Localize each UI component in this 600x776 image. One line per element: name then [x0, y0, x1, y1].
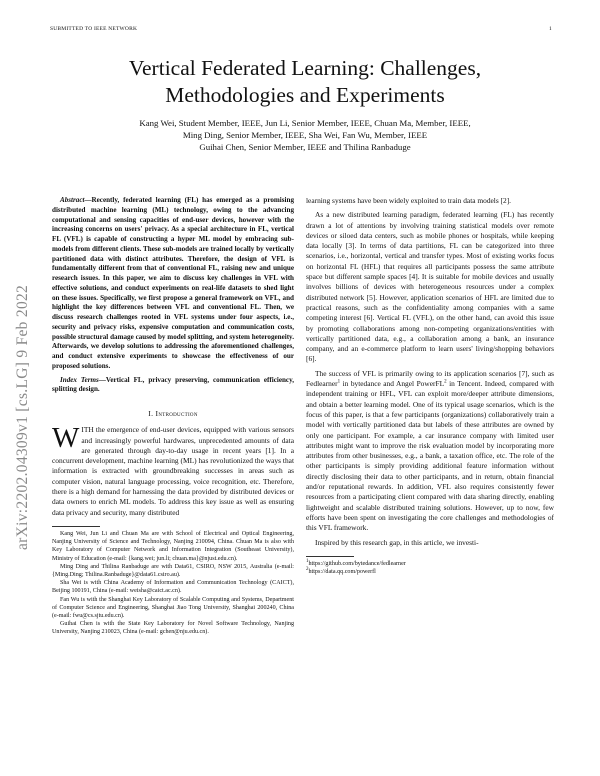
- abstract-label: Abstract: [60, 196, 85, 204]
- author-list: [60, 117, 550, 153]
- abstract: [52, 196, 294, 372]
- authors-line-2: Ming Ding, Senior Member, IEEE, Sha Wei, Fan Wu, Member, IEEE: [182, 130, 428, 140]
- footnote-rule: [306, 556, 354, 557]
- footnote-link[interactable]: https://github.com/bytedance/fedlearner: [308, 560, 406, 567]
- footnote-number: 2: [306, 567, 309, 573]
- index-terms-label: Index Terms: [60, 375, 99, 384]
- body-paragraph: [306, 369, 554, 534]
- footnote-mark: 1: [337, 379, 341, 385]
- affiliation-footnote: Kang Wei, Jun Li and Chuan Ma are with School of Electrical and Optical Engineering, Nanjing University of Science and Technology, Nanjing 210094, China. Chuan Ma is also with Key Laboratory of Computer Network and Information Integration (Southeast University), Ministry of Education (e-mail: {kang.wei; jun.li; chuan.ma}@njust.edu.cn).: [52, 530, 294, 562]
- page-number: 1: [549, 26, 552, 32]
- body-paragraph: learning systems have been widely exploited to train data models [2].: [306, 196, 512, 205]
- index-terms: [52, 376, 294, 396]
- abstract-text: —Recently, federated learning (FL) has emerged as a promising distributed machine learning (ML) technology, owing to the advancing computational and sensing capacities of end-user devices, however with the increasing concerns on users' privacy. As a special architecture in FL, vertical FL (VFL) is capable of constructing a hyper ML model by embracing sub-models from different clients. These sub-models are trained locally by vertically partitioned data with distinct attributes. Therefore, the design of VFL is fundamentally different from that of conventional FL, raising new and unique research issues. In this paper, we aim to discuss key challenges in VFL with effective solutions, and conduct experiments on real-life datasets to shed light on these issues. Specifically, we first propose a general framework on VFL, and highlight the key differences between VFL and conventional FL. Then, we discuss research challenges rooted in VFL systems under four aspects, i.e., security and privacy risks, expensive computation and communication costs, possible structural damage caused by model splitting, and system heterogeneity. Afterwards, we develop solutions to addressing the aforementioned challenges, and conduct extensive experiments to showcase the effectiveness of our proposed solutions.: [52, 196, 294, 370]
- paragraph-segment: The success of VFL is primarily owing to its application scenarios [7], such as Fedlearner: [306, 368, 554, 389]
- paragraph-segment: in Tencent. Indeed, compared with independent training or HFL, VFL can exploit more/deeper attribute dimensions, and obtain a better learning model. One of its typical usage scenarios, which is the focus of this paper, is that a few participants (organizations) collaboratively train a model with vertically partitioned data but labels of these attributes are owned by only one participant. For example, a car insurance company with limited user attributes might want to improve the risk evaluation model by incorporating more attributes from other businesses, e.g., a bank, a taxation office, etc. The role of the other participants is simply providing additional feature information without directly disclosing their data to other participants, and in return, obtain financial and/or reputational rewards. In addition, VFL also requires consistently fewer resources from a participating client compared with data sharing directly, enabling lightweight and scalable distributed training solutions. However, up to now, few efforts have been spent on investigating the core challenges and methodologies of this VFL framework.: [306, 379, 555, 533]
- footnote-link[interactable]: https://data.qq.com/powerfl: [308, 569, 376, 576]
- authors-line-1: Kang Wei, Student Member, IEEE, Jun Li, Senior Member, IEEE, Chuan Ma, Member, IEEE,: [139, 118, 471, 128]
- title-line-2: Methodologies and Experiments: [165, 83, 445, 107]
- affiliation-footnote: Fan Wu is with the Shanghai Key Laboratory of Scalable Computing and Systems, Department of Computer Science and Engineering, Shanghai Jiao Tong University, Shanghai 200240, China (e-mail: fwu@cs.sjtu.edu.cn).: [52, 596, 294, 619]
- paper-title: [60, 55, 550, 109]
- footnote-number: 1: [306, 558, 309, 564]
- right-column: [306, 196, 554, 577]
- affiliation-footnote: Sha Wei is with China Academy of Information and Communication Technology (CAICT), Beijing 100191, China (e-mail: weisha@caict.ac.cn).: [52, 580, 294, 595]
- footnote-rule: [52, 526, 100, 527]
- index-terms-text: —Vertical FL, privacy preserving, communication efficiency, splitting design.: [52, 375, 295, 394]
- url-footnote: [306, 568, 554, 576]
- journal-header: SUBMITTED TO IEEE NETWORK: [50, 26, 138, 32]
- paragraph-segment: in bytedance and Angel PowerFL: [340, 379, 445, 389]
- drop-cap: W: [52, 422, 80, 455]
- intro-paragraph: [52, 422, 294, 518]
- body-paragraph: Inspired by this research gap, in this article, we investi-: [315, 537, 479, 547]
- url-footnote: [306, 560, 554, 568]
- footnote-mark: 2: [444, 379, 447, 385]
- intro-text: ITH the emergence of end-user devices, equipped with various sensors and increasingly powerful hardwares, unprecedented amounts of data are generated through day-to-day usage in recent years [1]. In a concurrent development, machine learning (ML) has revolutionized the ways that information is extracted with groundbreaking successes in areas such as computer vision, natural language processing, voice recognition, etc. Therefore, there is a high demand for harnessing the data provided by distributed devices or data owners to enrich ML models. To address this key issue as well as ensuring data privacy and security, many distributed: [52, 425, 294, 517]
- authors-line-3: Guihai Chen, Senior Member, IEEE and Thilina Ranbaduge: [199, 142, 411, 152]
- section-heading-introduction: I. Introduction: [148, 409, 198, 418]
- title-line-1: Vertical Federated Learning: Challenges,: [128, 56, 482, 80]
- affiliation-footnote: Guihai Chen is with the State Key Laboratory for Novel Software Technology, Nanjing University, Nanjing 210023, China (e-mail: gchen@nju.edu.cn).: [52, 621, 294, 636]
- affiliation-footnote: Ming Ding and Thilina Ranbaduge are with Data61, CSIRO, NSW 2015, Australia (e-mail: {Ming.Ding; Thilina.Ranbaduge}@data61.csiro.au).: [52, 563, 294, 578]
- arxiv-stamp: arXiv:2202.04309v1 [cs.LG] 9 Feb 2022: [14, 284, 31, 550]
- body-paragraph: As a new distributed learning paradigm, federated learning (FL) has recently drawn a lot of attentions by involving training statistical models over remote devices or siloed data centers, such as mobile phones or hospitals, while keeping data locally [3]. In terms of data partitions, FL can be categorized into three scenarios, i.e., horizontal, vertical and transfer types. Most of existing works focus on horizontal FL (HFL) that requires all participants possess the same attribute space but different sample spaces [4]. It is suitable for mobile devices and usually involves billions of devices with heterogeneous resources under a complex distributed network [5]. However, application scenarios of HFL are limited due to practical reasons, such as the confidentiality among companies with a same competing interest [6]. Vertical FL (VFL), on the other hand, can avoid this issue by promoting collaborations among non-competing organizations/entities with vertically partitioned data, e.g., a collaboration among a bank, an insurance company, and an e-commerce platform to learn users' living/shopping behaviors [6].: [306, 210, 554, 364]
- left-column: [52, 196, 294, 637]
